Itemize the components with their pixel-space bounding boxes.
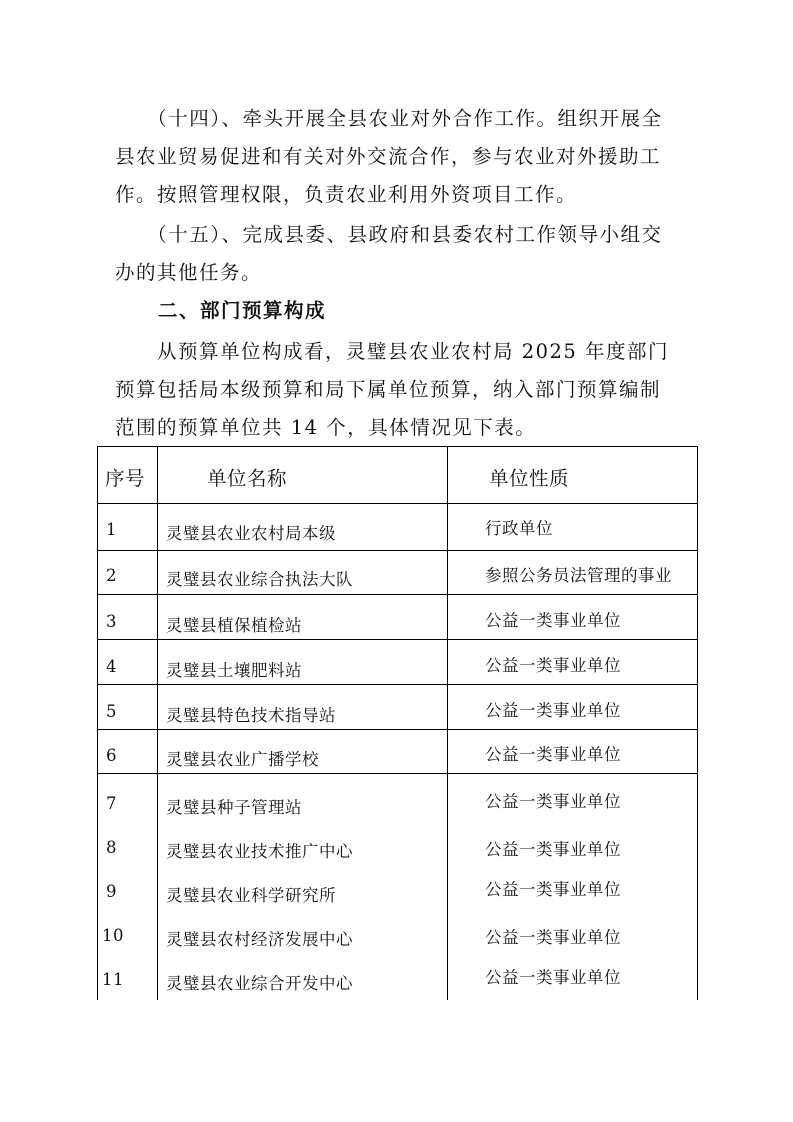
row-index: 5 bbox=[106, 702, 117, 721]
row-unit-name: 灵璧县农业综合开发中心 bbox=[166, 974, 353, 993]
table-row-divider bbox=[97, 684, 698, 685]
table-border-top bbox=[97, 446, 698, 447]
row-index: 4 bbox=[106, 657, 117, 676]
table-header-unit-type: 单位性质 bbox=[489, 467, 570, 490]
row-unit-type: 公益一类事业单位 bbox=[485, 611, 621, 630]
row-unit-name: 灵璧县种子管理站 bbox=[166, 798, 302, 817]
paragraph-duty-14 bbox=[115, 100, 675, 214]
row-unit-type: 公益一类事业单位 bbox=[485, 701, 621, 720]
row-index: 3 bbox=[106, 612, 117, 631]
table-row-divider bbox=[97, 729, 698, 730]
section-heading: 二、部门预算构成 bbox=[158, 299, 327, 322]
row-index: 10 bbox=[102, 926, 124, 945]
row-unit-name: 灵璧县农业广播学校 bbox=[166, 750, 319, 769]
table-row-divider bbox=[97, 773, 698, 774]
row-unit-name: 灵璧县农业农村局本级 bbox=[166, 524, 336, 543]
row-unit-type: 公益一类事业单位 bbox=[485, 928, 621, 947]
table-header-unit-name: 单位名称 bbox=[207, 467, 288, 490]
row-unit-name: 灵璧县农业科学研究所 bbox=[166, 886, 336, 905]
row-unit-name: 灵璧县土壤肥料站 bbox=[166, 661, 302, 680]
row-unit-type: 行政单位 bbox=[485, 519, 553, 538]
row-index: 8 bbox=[106, 838, 117, 857]
row-unit-type: 参照公务员法管理的事业 bbox=[485, 566, 672, 585]
paragraph-intro bbox=[115, 333, 675, 447]
table-column-divider bbox=[447, 446, 448, 1000]
row-index: 1 bbox=[106, 520, 117, 539]
paragraph-line: 范围的预算单位共 14 个，具体情况见下表。 bbox=[115, 416, 537, 439]
paragraph-line: 作。按照管理权限，负责农业利用外资项目工作。 bbox=[115, 183, 578, 206]
row-unit-type: 公益一类事业单位 bbox=[485, 792, 621, 811]
budget-units-table bbox=[97, 446, 698, 1000]
row-unit-type: 公益一类事业单位 bbox=[485, 968, 621, 987]
paragraph-line: 从预算单位构成看，灵璧县农业农村局 2025 年度部门 bbox=[115, 340, 670, 363]
table-border-right bbox=[697, 446, 698, 1000]
row-index: 2 bbox=[106, 566, 117, 585]
row-unit-name: 灵璧县农业综合执法大队 bbox=[166, 570, 353, 589]
table-header-index: 序号 bbox=[105, 467, 146, 490]
row-unit-type: 公益一类事业单位 bbox=[485, 840, 621, 859]
row-index: 9 bbox=[106, 882, 117, 901]
paragraph-line: 县农业贸易促进和有关对外交流合作，参与农业对外援助工 bbox=[115, 145, 662, 168]
row-unit-type: 公益一类事业单位 bbox=[485, 880, 621, 899]
row-unit-name: 灵璧县农村经济发展中心 bbox=[166, 930, 353, 949]
table-row-divider bbox=[97, 639, 698, 640]
row-unit-type: 公益一类事业单位 bbox=[485, 656, 621, 675]
table-row-divider bbox=[97, 550, 698, 551]
paragraph-line: （十四）、牵头开展全县农业对外合作工作。组织开展全 bbox=[115, 107, 663, 130]
table-border-left bbox=[97, 446, 98, 1000]
row-index: 11 bbox=[102, 970, 124, 989]
row-index: 7 bbox=[106, 794, 117, 813]
table-column-divider bbox=[157, 446, 158, 1000]
row-unit-name: 灵璧县植保植检站 bbox=[166, 616, 302, 635]
row-unit-name: 灵璧县农业技术推广中心 bbox=[166, 842, 353, 861]
paragraph-line: 预算包括局本级预算和局下属单位预算，纳入部门预算编制 bbox=[115, 378, 662, 401]
paragraph-duty-15 bbox=[115, 216, 675, 292]
row-unit-name: 灵璧县特色技术指导站 bbox=[166, 706, 336, 725]
row-unit-type: 公益一类事业单位 bbox=[485, 745, 621, 764]
paragraph-line: 办的其他任务。 bbox=[115, 261, 263, 284]
table-row-divider bbox=[97, 594, 698, 595]
paragraph-line: （十五）、完成县委、县政府和县委农村工作领导小组交 bbox=[115, 223, 663, 246]
table-row-divider bbox=[97, 503, 698, 504]
row-index: 6 bbox=[106, 746, 117, 765]
